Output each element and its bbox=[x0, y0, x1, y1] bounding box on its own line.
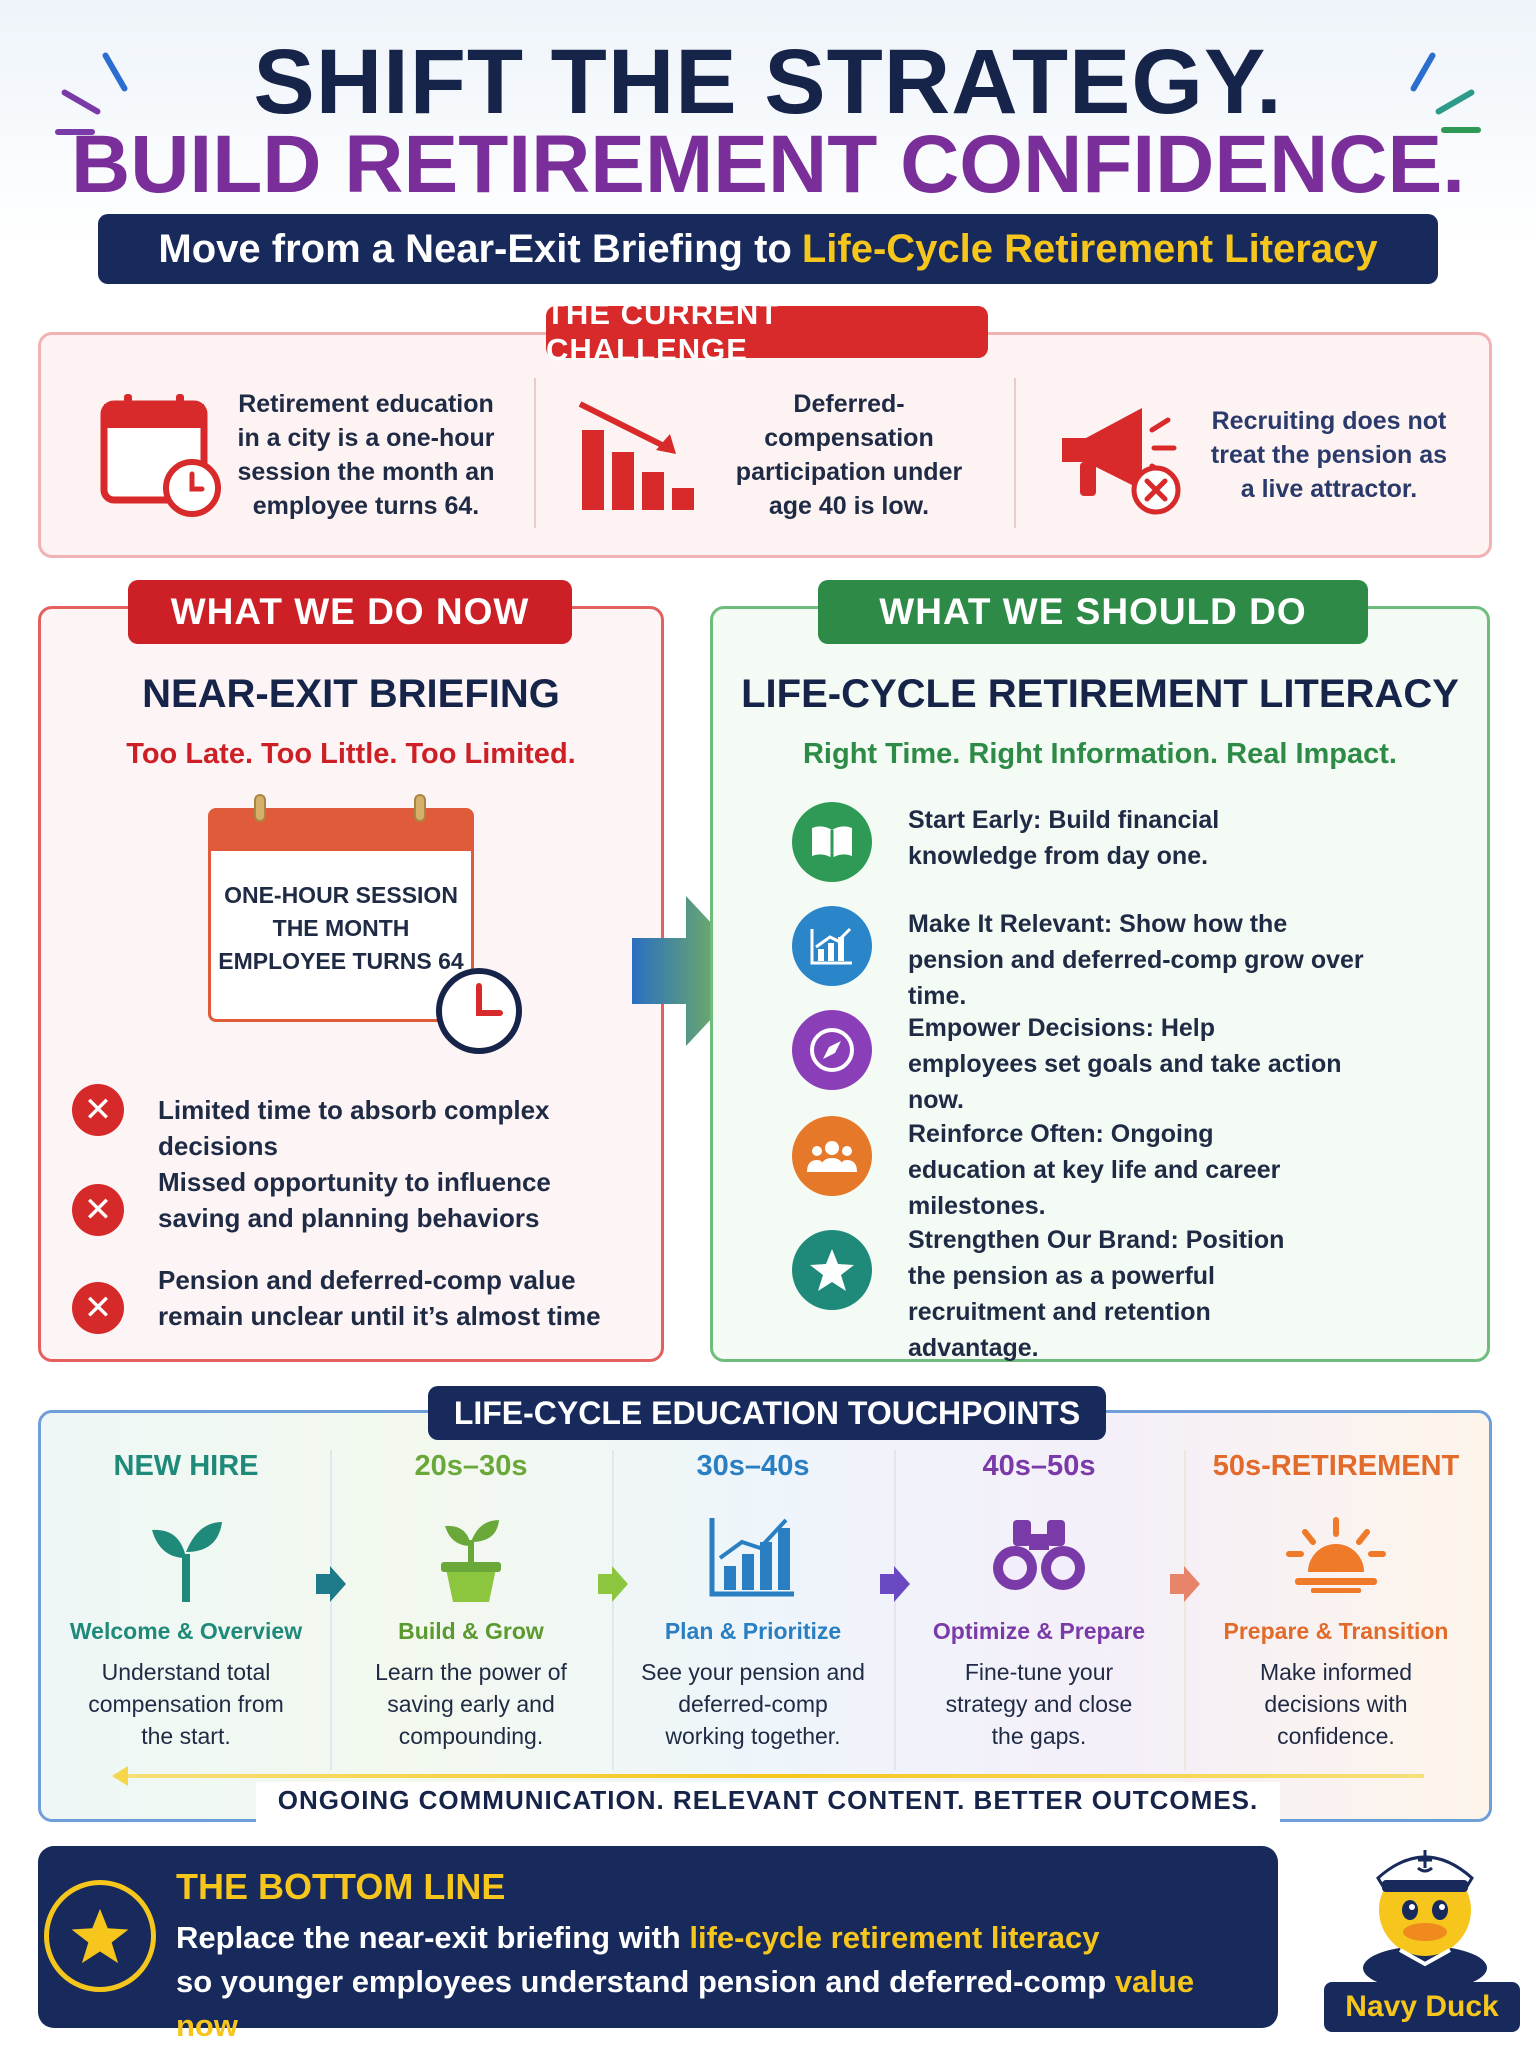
stage-action: Welcome & Overview bbox=[69, 1618, 303, 1644]
touchpoint-stage bbox=[332, 1414, 610, 1786]
stage-action: Plan & Prioritize bbox=[664, 1618, 842, 1644]
should-item bbox=[792, 1222, 1452, 1366]
sprout-icon bbox=[46, 1514, 326, 1604]
should-item bbox=[792, 1010, 1452, 1118]
bottom-line-suffix: . bbox=[236, 2008, 246, 2043]
now-tag: WHAT WE DO NOW bbox=[128, 580, 572, 644]
challenge-item bbox=[96, 380, 516, 530]
challenge-divider bbox=[1014, 378, 1016, 528]
now-item bbox=[72, 1262, 652, 1334]
calendar-header bbox=[211, 811, 471, 851]
challenge-item bbox=[572, 380, 992, 530]
now-heading: NEAR-EXIT BRIEFING bbox=[142, 672, 560, 716]
stage-label: 50s-RETIREMENT bbox=[1212, 1450, 1460, 1482]
clock-icon bbox=[434, 966, 524, 1061]
subtitle-highlight: Life-Cycle Retirement Literacy bbox=[801, 226, 1378, 271]
now-item-text: Pension and deferred-comp value remain unclear until it’s almost time bbox=[158, 1265, 601, 1331]
stage-description: Make informed decisions with confidence. bbox=[1259, 1659, 1413, 1749]
now-item bbox=[72, 1164, 652, 1236]
bottom-line-highlight-2: value now bbox=[176, 1964, 1195, 2043]
challenge-text: Retirement education in a city is a one-hour session the month an employee turns 64. bbox=[237, 390, 495, 520]
bar-chart-icon bbox=[614, 1514, 892, 1598]
bottom-line-text-2: so younger employees understand pension and deferred-comp bbox=[176, 1964, 1107, 1999]
should-tag: WHAT WE SHOULD DO bbox=[818, 580, 1368, 644]
stage-label: 40s–50s bbox=[982, 1450, 1096, 1482]
declining-bar-chart-icon bbox=[572, 390, 702, 520]
should-item-text: Make It Relevant: Show how the pension and deferred-comp grow over time. bbox=[908, 910, 1364, 1010]
stage-description: Understand total compensation from the start. bbox=[88, 1659, 284, 1749]
stage-action: Prepare & Transition bbox=[1223, 1618, 1449, 1644]
challenge-text: Deferred-compensation participation under age 40 is low. bbox=[735, 390, 963, 520]
bottom-line-row-2 bbox=[176, 1960, 1266, 2048]
calendar-text: ONE-HOUR SESSION THE MONTH EMPLOYEE TURNS 64 bbox=[218, 882, 464, 974]
star-icon bbox=[792, 1230, 872, 1310]
should-item bbox=[792, 1116, 1452, 1224]
bottom-line-text-1: Replace the near-exit briefing with bbox=[176, 1920, 681, 1955]
touchpoint-stage bbox=[1186, 1414, 1486, 1786]
x-icon: ✕ bbox=[72, 1084, 124, 1136]
challenge-tag: THE CURRENT CHALLENGE bbox=[546, 306, 988, 358]
bottom-line-title: THE BOTTOM LINE bbox=[176, 1866, 506, 1907]
challenge-text: Recruiting does not treat the pension as a live attractor. bbox=[1210, 407, 1448, 503]
growth-chart-icon bbox=[792, 906, 872, 986]
subtitle-prefix: Move from a Near-Exit Briefing to bbox=[158, 226, 792, 271]
book-icon bbox=[792, 802, 872, 882]
calendar-clock-icon bbox=[96, 390, 226, 520]
should-item-text: Empower Decisions: Help employees set goals and take action now. bbox=[908, 1014, 1342, 1114]
x-icon: ✕ bbox=[72, 1282, 124, 1334]
bottom-line-row-1 bbox=[176, 1916, 1266, 1960]
timeline-arrow-left bbox=[112, 1766, 128, 1786]
touchpoint-stage bbox=[896, 1414, 1182, 1786]
subtitle-banner bbox=[98, 214, 1438, 284]
timeline-line bbox=[118, 1774, 1424, 1778]
stage-description: See your pension and deferred-comp working together. bbox=[641, 1659, 865, 1749]
binoculars-icon bbox=[896, 1514, 1182, 1594]
stage-action: Optimize & Prepare bbox=[932, 1618, 1146, 1644]
stage-action: Build & Grow bbox=[398, 1618, 544, 1644]
now-subheading: Too Late. Too Little. Too Limited. bbox=[126, 738, 576, 770]
stage-label: 30s–40s bbox=[696, 1450, 810, 1482]
now-item bbox=[72, 1084, 652, 1164]
touchpoint-stage bbox=[614, 1414, 892, 1786]
stage-label: NEW HIRE bbox=[113, 1450, 259, 1482]
calendar-ring bbox=[414, 794, 426, 822]
megaphone-x-icon bbox=[1050, 390, 1190, 520]
calendar-ring bbox=[254, 794, 266, 822]
touchpoint-stage bbox=[46, 1414, 326, 1786]
touchpoints-tag: LIFE-CYCLE EDUCATION TOUCHPOINTS bbox=[428, 1386, 1106, 1440]
navy-duck-icon bbox=[1340, 1836, 1510, 1991]
people-icon bbox=[792, 1116, 872, 1196]
should-item-text: Strengthen Our Brand: Position the pension as a powerful recruitment and retention advantage. bbox=[908, 1226, 1285, 1362]
touchpoints-tagline: ONGOING COMMUNICATION. RELEVANT CONTENT. BETTER OUTCOMES. bbox=[277, 1785, 1259, 1815]
should-item bbox=[792, 906, 1452, 1014]
star-badge-icon bbox=[44, 1880, 156, 1992]
compass-icon bbox=[792, 1010, 872, 1090]
now-item-text: Missed opportunity to influence saving and planning behaviors bbox=[158, 1167, 551, 1233]
sunset-icon bbox=[1186, 1514, 1486, 1594]
should-item-text: Reinforce Often: Ongoing education at key life and career milestones. bbox=[908, 1120, 1281, 1220]
bottom-line-text bbox=[176, 1916, 1266, 2048]
should-item bbox=[792, 802, 1452, 882]
title-line-1: SHIFT THE STRATEGY. bbox=[253, 31, 1283, 133]
mascot-label: Navy Duck bbox=[1324, 1982, 1520, 2032]
title-line-2: BUILD RETIREMENT CONFIDENCE. bbox=[71, 119, 1465, 210]
x-icon: ✕ bbox=[72, 1184, 124, 1236]
stage-description: Learn the power of saving early and compounding. bbox=[375, 1659, 567, 1749]
now-item-text: Limited time to absorb complex decisions bbox=[158, 1095, 550, 1161]
stage-label: 20s–30s bbox=[414, 1450, 528, 1482]
stage-description: Fine-tune your strategy and close the gaps. bbox=[945, 1659, 1133, 1749]
should-item-text: Start Early: Build financial knowledge from day one. bbox=[908, 806, 1220, 870]
should-subheading: Right Time. Right Information. Real Impact. bbox=[802, 738, 1397, 770]
should-heading: LIFE-CYCLE RETIREMENT LITERACY bbox=[741, 672, 1459, 716]
challenge-divider bbox=[534, 378, 536, 528]
potted-plant-icon bbox=[332, 1514, 610, 1604]
challenge-item bbox=[1050, 380, 1470, 530]
bottom-line-highlight-1: life-cycle retirement literacy bbox=[689, 1920, 1100, 1955]
